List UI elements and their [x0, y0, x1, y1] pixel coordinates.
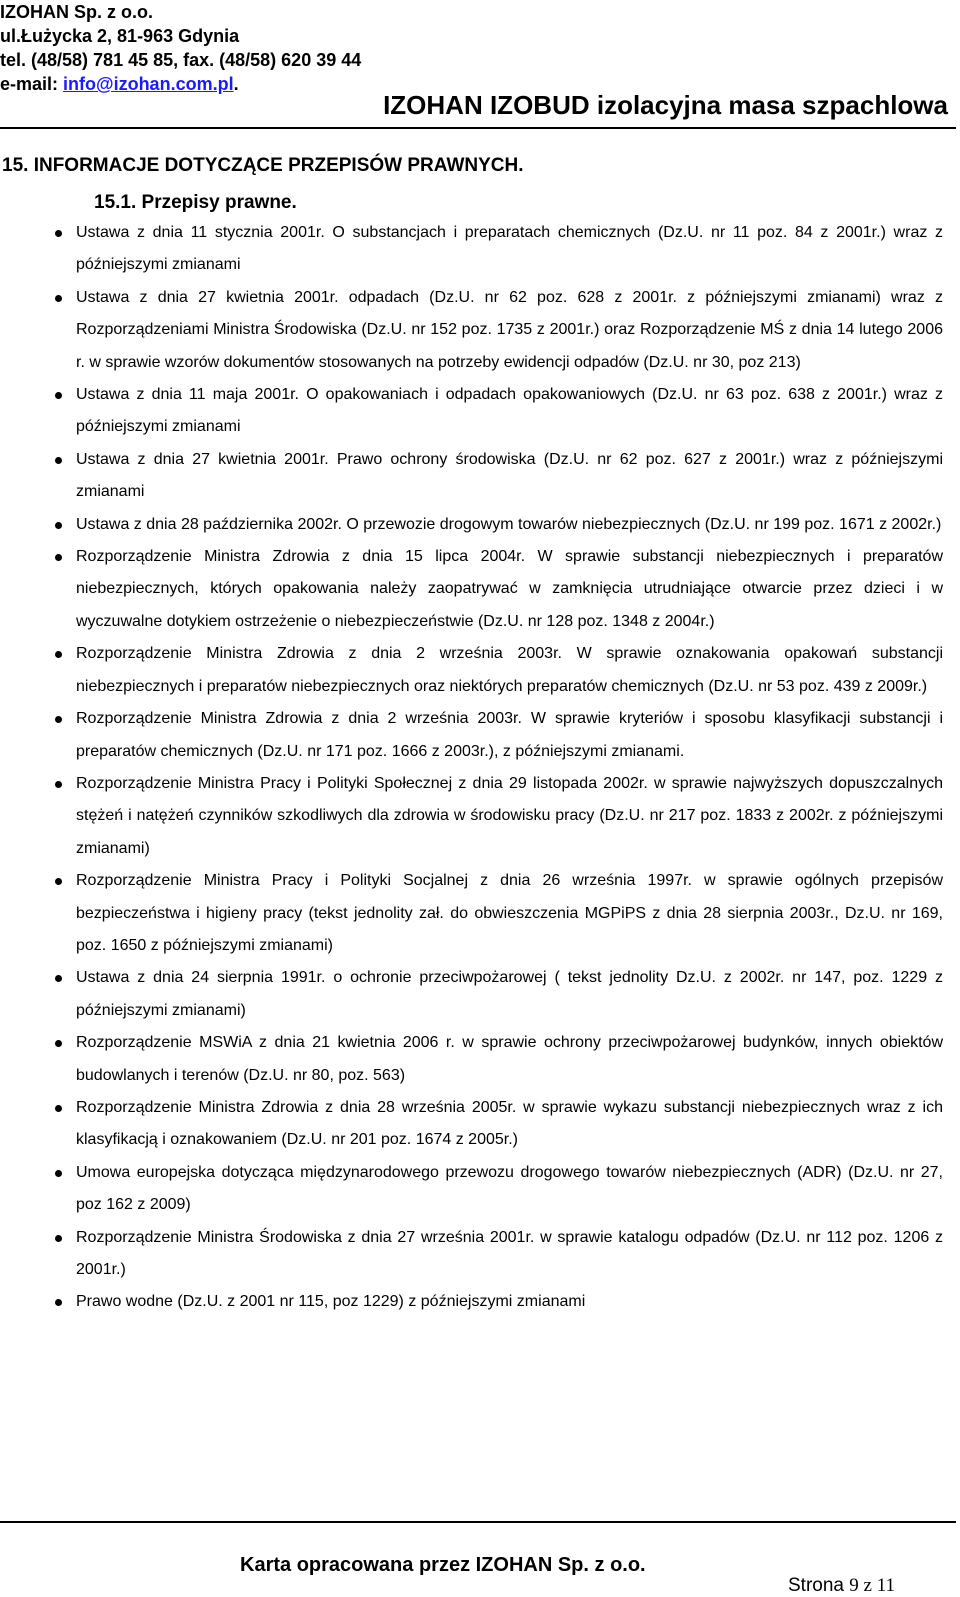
list-item — [76, 638, 943, 703]
bullet-icon — [55, 1299, 62, 1306]
bullet-icon — [55, 716, 62, 723]
list-item — [76, 962, 943, 1027]
bullet-icon — [55, 781, 62, 788]
company-address: ul.Łużycka 2, 81-963 Gdynia — [0, 26, 240, 46]
list-item — [76, 865, 943, 962]
section-heading: 15. INFORMACJE DOTYCZĄCE PRZEPISÓW PRAWNYCH. — [2, 155, 524, 176]
bullet-icon — [55, 392, 62, 399]
list-item — [76, 1157, 943, 1222]
bullet-icon — [55, 1040, 62, 1047]
list-item — [76, 509, 943, 541]
page-current: 9 — [849, 1575, 859, 1596]
list-item — [76, 217, 943, 282]
list-item-text: Umowa europejska dotycząca międzynarodowego przewozu drogowego towarów niebezpiecznych (ADR) (Dz.U. nr 27, poz 162 z 2009) — [76, 1163, 943, 1214]
section-subheading: 15.1. Przepisy prawne. — [94, 192, 297, 213]
list-item-text: Rozporządzenie Ministra Zdrowia z dnia 2 września 2003r. W sprawie kryteriów i sposobu klasyfikacji substancji i preparatów chemicznych (Dz.U. nr 171 poz. 1666 z 2003r.), z późniejszymi zmianami. — [76, 710, 943, 760]
list-item-text: Rozporządzenie MSWiA z dnia 21 kwietnia 2006 r. w sprawie ochrony przeciwpożarowej budynków, innych obiektów budowlanych i terenów (Dz.U. nr 80, poz. 563) — [76, 1034, 943, 1084]
bullet-icon — [55, 1105, 62, 1112]
company-block — [0, 0, 361, 96]
footer-divider — [0, 1521, 956, 1523]
bullet-icon — [55, 1170, 62, 1177]
list-item-text: Rozporządzenie Ministra Zdrowia z dnia 2 września 2003r. W sprawie oznakowania opakowań substancji niebezpiecznych i preparatów niebezpiecznych oraz niektórych preparatów chemicznych (Dz.U. nr 53 poz. 439 z 2009r.) — [76, 645, 943, 695]
list-item — [76, 282, 943, 379]
page-number — [788, 1575, 895, 1597]
bullet-icon — [55, 522, 62, 529]
bullet-icon — [55, 457, 62, 464]
bullet-icon — [55, 975, 62, 982]
list-item — [76, 768, 943, 865]
header-divider — [0, 127, 956, 129]
list-item-text: Ustawa z dnia 27 kwietnia 2001r. odpadach (Dz.U. nr 62 poz. 628 z 2001r. z późniejszymi zmianami) wraz z Rozporządzeniami Ministra Środowiska (Dz.U. nr 152 poz. 1735 z 2001r.) oraz Rozporządzenie MŚ z dnia 14 lutego 2006 r. w sprawie wzorów dokumentów stosowanych na potrzeby ewidencji odpadów (Dz.U. nr 30, poz 213) — [76, 288, 943, 371]
list-item — [76, 1222, 943, 1287]
list-item-text: Ustawa z dnia 27 kwietnia 2001r. Prawo ochrony środowiska (Dz.U. nr 62 poz. 627 z 2001r.) wraz z późniejszymi zmianami — [76, 450, 943, 501]
bullet-icon — [55, 295, 62, 302]
list-item-text: Rozporządzenie Ministra Środowiska z dnia 27 września 2001r. w sprawie katalogu odpadów (Dz.U. nr 112 poz. 1206 z 2001r.) — [76, 1228, 943, 1278]
list-item — [76, 703, 943, 768]
bullet-icon — [55, 554, 62, 561]
bullet-icon — [55, 878, 62, 885]
list-item — [76, 1092, 943, 1157]
list-item — [76, 379, 943, 444]
company-phone-fax: tel. (48/58) 781 45 85, fax. (48/58) 620 39 44 — [0, 50, 362, 70]
list-item — [76, 444, 943, 509]
list-item — [76, 1286, 943, 1318]
bullet-icon — [55, 1235, 62, 1242]
list-item-text: Rozporządzenie Ministra Pracy i Polityki Społecznej z dnia 29 listopada 2002r. w sprawie najwyższych dopuszczalnych stężeń i natężeń czynników szkodliwych dla zdrowia w środowisku pracy (Dz.U. nr 217 poz. 1833 z 2002r. z późniejszymi zmianami) — [76, 774, 943, 857]
company-name: IZOHAN Sp. z o.o. — [0, 2, 153, 22]
list-item — [76, 541, 943, 638]
regulations-list — [0, 217, 960, 1319]
list-item — [76, 1027, 943, 1092]
company-email-line — [0, 72, 361, 96]
email-label: e-mail: — [0, 74, 64, 94]
bullet-icon — [55, 230, 62, 237]
email-suffix: . — [233, 74, 239, 94]
list-item-text: Rozporządzenie Ministra Zdrowia z dnia 28 września 2005r. w sprawie wykazu substancji niebezpiecznych wraz z ich klasyfikacją i oznakowaniem (Dz.U. nr 201 poz. 1674 z 2005r.) — [76, 1098, 943, 1149]
list-item-text: Rozporządzenie Ministra Pracy i Polityki Socjalnej z dnia 26 września 1997r. w sprawie ogólnych przepisów bezpieczeństwa i higieny pracy (tekst jednolity zał. do obwieszczenia MGPiPS z dnia 28 sierpnia 2003r., Dz.U. nr 169, poz. 1650 z późniejszymi zmianami) — [76, 872, 943, 954]
list-item-text: Ustawa z dnia 11 maja 2001r. O opakowaniach i odpadach opakowaniowych (Dz.U. nr 63 poz. 638 z 2001r.) wraz z późniejszymi zmianami — [76, 386, 943, 436]
document-title: IZOHAN IZOBUD izolacyjna masa szpachlowa — [383, 90, 948, 120]
list-item-text: Rozporządzenie Ministra Zdrowia z dnia 15 lipca 2004r. W sprawie substancji niebezpiecznych i preparatów niebezpiecznych, których opakowania należy zaopatrywać w zamknięcia utrudniające otwarcie przez dzieci i w wyczuwalne dotykiem ostrzeżenie o niebezpieczeństwie (Dz.U. nr 128 poz. 1348 z 2004r.) — [76, 548, 943, 630]
list-item-text: Ustawa z dnia 11 stycznia 2001r. O substancjach i preparatach chemicznych (Dz.U. nr 11 poz. 84 z 2001r.) wraz z późniejszymi zmianami — [76, 224, 943, 274]
page-total: 11 — [876, 1575, 895, 1596]
list-item-text: Ustawa z dnia 24 sierpnia 1991r. o ochronie przeciwpożarowej ( tekst jednolity Dz.U. z 2002r. nr 147, poz. 1229 z późniejszymi zmianami) — [76, 969, 943, 1019]
page-of: z — [858, 1575, 877, 1596]
bullet-icon — [55, 651, 62, 658]
footer-prepared-by: Karta opracowana przez IZOHAN Sp. z o.o. — [240, 1554, 646, 1576]
email-link[interactable]: info@izohan.com.pl — [63, 74, 234, 94]
page-label: Strona — [788, 1575, 850, 1596]
list-item-text: Ustawa z dnia 28 października 2002r. O przewozie drogowym towarów niebezpiecznych (Dz.U. nr 199 poz. 1671 z 2002r.) — [76, 515, 942, 533]
list-item-text: Prawo wodne (Dz.U. z 2001 nr 115, poz 1229) z późniejszymi zmianami — [76, 1293, 586, 1311]
